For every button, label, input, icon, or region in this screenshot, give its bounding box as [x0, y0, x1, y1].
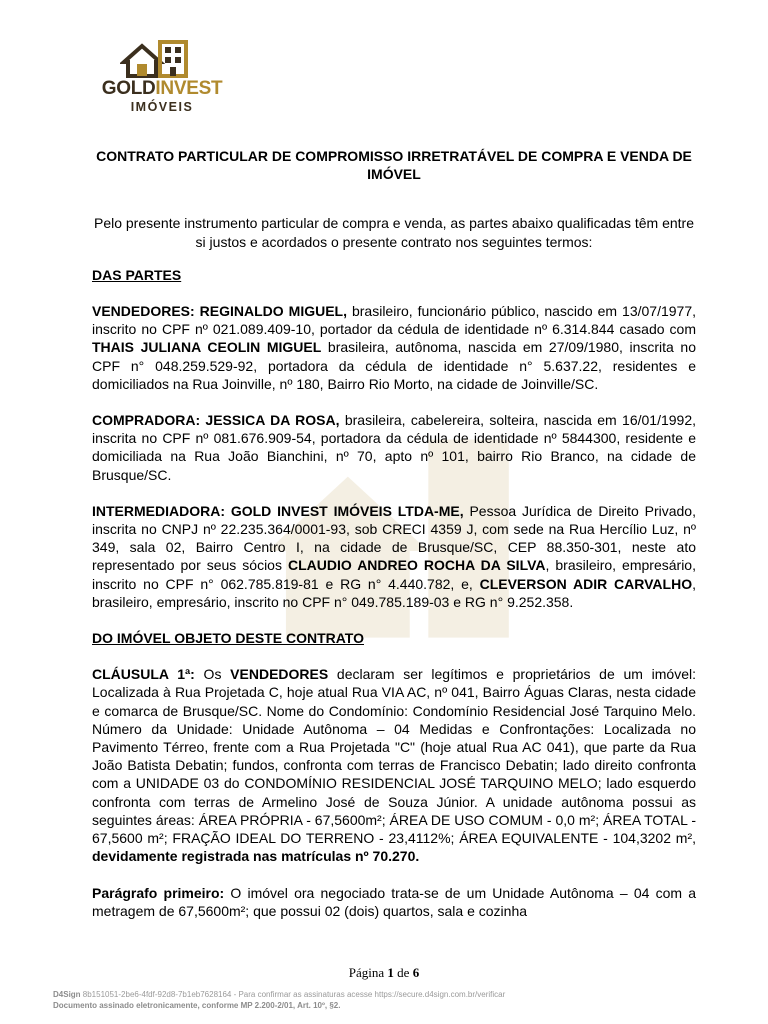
paragraph-clausula-1	[92, 665, 696, 865]
page-current: 1	[387, 965, 394, 980]
company-logo	[96, 34, 228, 116]
vendedores-label: VENDEDORES: REGINALDO MIGUEL,	[92, 303, 347, 320]
page-word: Página	[348, 965, 385, 980]
compradora-label: COMPRADORA: JESSICA DA ROSA,	[92, 412, 340, 429]
intermediadora-text-1: Pessoa Jurídica de Direito Privado, inscrita no CNPJ nº 22.235.364/0001-93, sob CRECI 4359 J, com sede na Rua Hercílio Luz, nº 349, sala 02, Bairro Centro I, na cidade de Brusque/SC, CEP 88.350-301, neste ato representado por seus sócios	[92, 502, 696, 574]
clausula-1-vendedores: VENDEDORES	[230, 666, 329, 683]
intermediadora-label: INTERMEDIADORA: GOLD INVEST IMÓVEIS LTDA-ME,	[92, 502, 464, 519]
clausula-1-registro: devidamente registrada nas matrículas nº 70.270.	[92, 848, 420, 865]
intermediadora-socio-2: CLEVERSON ADIR CARVALHO	[479, 575, 693, 592]
logo-subtitle: IMÓVEIS	[130, 100, 194, 114]
paragrafo-label: Parágrafo primeiro:	[92, 884, 225, 901]
intermediadora-text-3: , brasileiro, empresário, inscrito no CPF n° 049.785.189-03 e RG n° 9.252.358.	[92, 575, 696, 610]
signature-line-1	[53, 989, 505, 1000]
page-total: 6	[412, 965, 420, 980]
signature-line-2: Documento assinado eletronicamente, conforme MP 2.200-2/01, Art. 10º, §2.	[53, 1001, 341, 1010]
signature-verify-text: 8b151051-2be6-4fdf-92d8-7b1eb7628164 - Para confirmar as assinaturas acesse https://secure.d4sign.com.br/verificar	[80, 990, 506, 999]
house-logo-icon	[120, 34, 204, 78]
paragrafo-text: O imóvel ora negociado trata-se de um Unidade Autônoma – 04 com a metragem de 67,5600m²; que possui 02 (dois) quartos, sala e cozinha	[92, 884, 696, 919]
page-of-word: de	[397, 965, 410, 980]
section-heading-partes: DAS PARTES	[92, 266, 182, 283]
paragraph-compradora	[92, 411, 696, 484]
intermediadora-text-2: , brasileiro, empresário, inscrito no CPF n° 062.785.819-81 e RG n° 4.440.782, e,	[92, 557, 696, 592]
vendedores-text-1: brasileiro, funcionário público, nascido em 13/07/1977, inscrito no CPF nº 021.089.409-10, portador da cédula de identidade nº 6.314.844 casado com	[92, 303, 696, 338]
contract-body	[92, 147, 696, 920]
logo-brand-gold: GOLD	[101, 78, 156, 99]
clausula-1-text-1: Os	[194, 666, 231, 683]
d4sign-label: D4Sign	[53, 990, 81, 999]
vendedores-text-2: brasileira, autônoma, nascida em 27/09/1980, inscrita no CPF n° 048.259.529-92, portadora da cédula de identidade n° 5.637.22, residentes e domiciliados na Rua Joinville, nº 180, Bairro Rio Morto, na cidade de Joinville/SC.	[92, 339, 696, 392]
e-signature-footer	[53, 989, 505, 1011]
paragraph-paragrafo-primeiro	[92, 884, 696, 920]
intermediadora-socio-1: CLAUDIO ANDREO ROCHA DA SILVA	[287, 557, 546, 574]
page-number	[0, 965, 768, 981]
logo-brand-invest: INVEST	[155, 78, 223, 99]
paragraph-intermediadora	[92, 502, 696, 611]
clausula-1-label: CLÁUSULA 1ª:	[92, 666, 195, 683]
paragraph-vendedores	[92, 302, 696, 393]
section-heading-imovel: DO IMÓVEL OBJETO DESTE CONTRATO	[92, 630, 364, 647]
vendedores-spouse: THAIS JULIANA CEOLIN MIGUEL	[92, 339, 322, 356]
compradora-text: brasileira, cabelereira, solteira, nascida em 16/01/1992, inscrita no CPF nº 081.676.909-54, portadora da cédula de identidade nº 5844300, residente e domiciliada na Rua João Bianchini, nº 70, apto nº 101, bairro Rio Branco, na cidade de Brusque/SC.	[92, 412, 696, 483]
clausula-1-text-2: declaram ser legítimos e proprietários de um imóvel: Localizada à Rua Projetada C, hoje atual Rua VIA AC, nº 041, Bairro Águas Claras, nesta cidade e comarca de Brusque/SC. Nome do Condomínio: Condomínio Residencial José Tarquino Melo. Número da Unidade: Unidade Autônoma – 04 Medidas e Confrontações: Localizada no Pavimento Térreo, frente com a Rua Projetada "C" (hoje atual Rua AC 041), que parte da Rua João Batista Debatin; fundos, confronta com terras de Francisco Debatin; lado direito confronta com a UNIDADE 03 do CONDOMÍNIO RESIDENCIAL JOSÉ TARQUINO MELO; lado esquerdo confronta com terras de Armelino José de Souza Júnior. A unidade autônoma possui as seguintes áreas: ÁREA PRÓPRIA - 67,5600m²; ÁREA DE USO COMUM - 0,0 m²; ÁREA TOTAL - 67,5600 m²; FRAÇÃO IDEAL DO TERRENO - 23,4112%; ÁREA EQUIVALENTE - 104,3202 m²,	[92, 666, 696, 847]
contract-title: CONTRATO PARTICULAR DE COMPROMISSO IRRETRATÁVEL DE COMPRA E VENDA DE IMÓVEL	[96, 148, 692, 183]
contract-intro: Pelo presente instrumento particular de compra e venda, as partes abaixo qualificadas têm entre si justos e acordados o presente contrato nos seguintes termos:	[93, 215, 694, 250]
logo-brand-name	[96, 78, 228, 100]
